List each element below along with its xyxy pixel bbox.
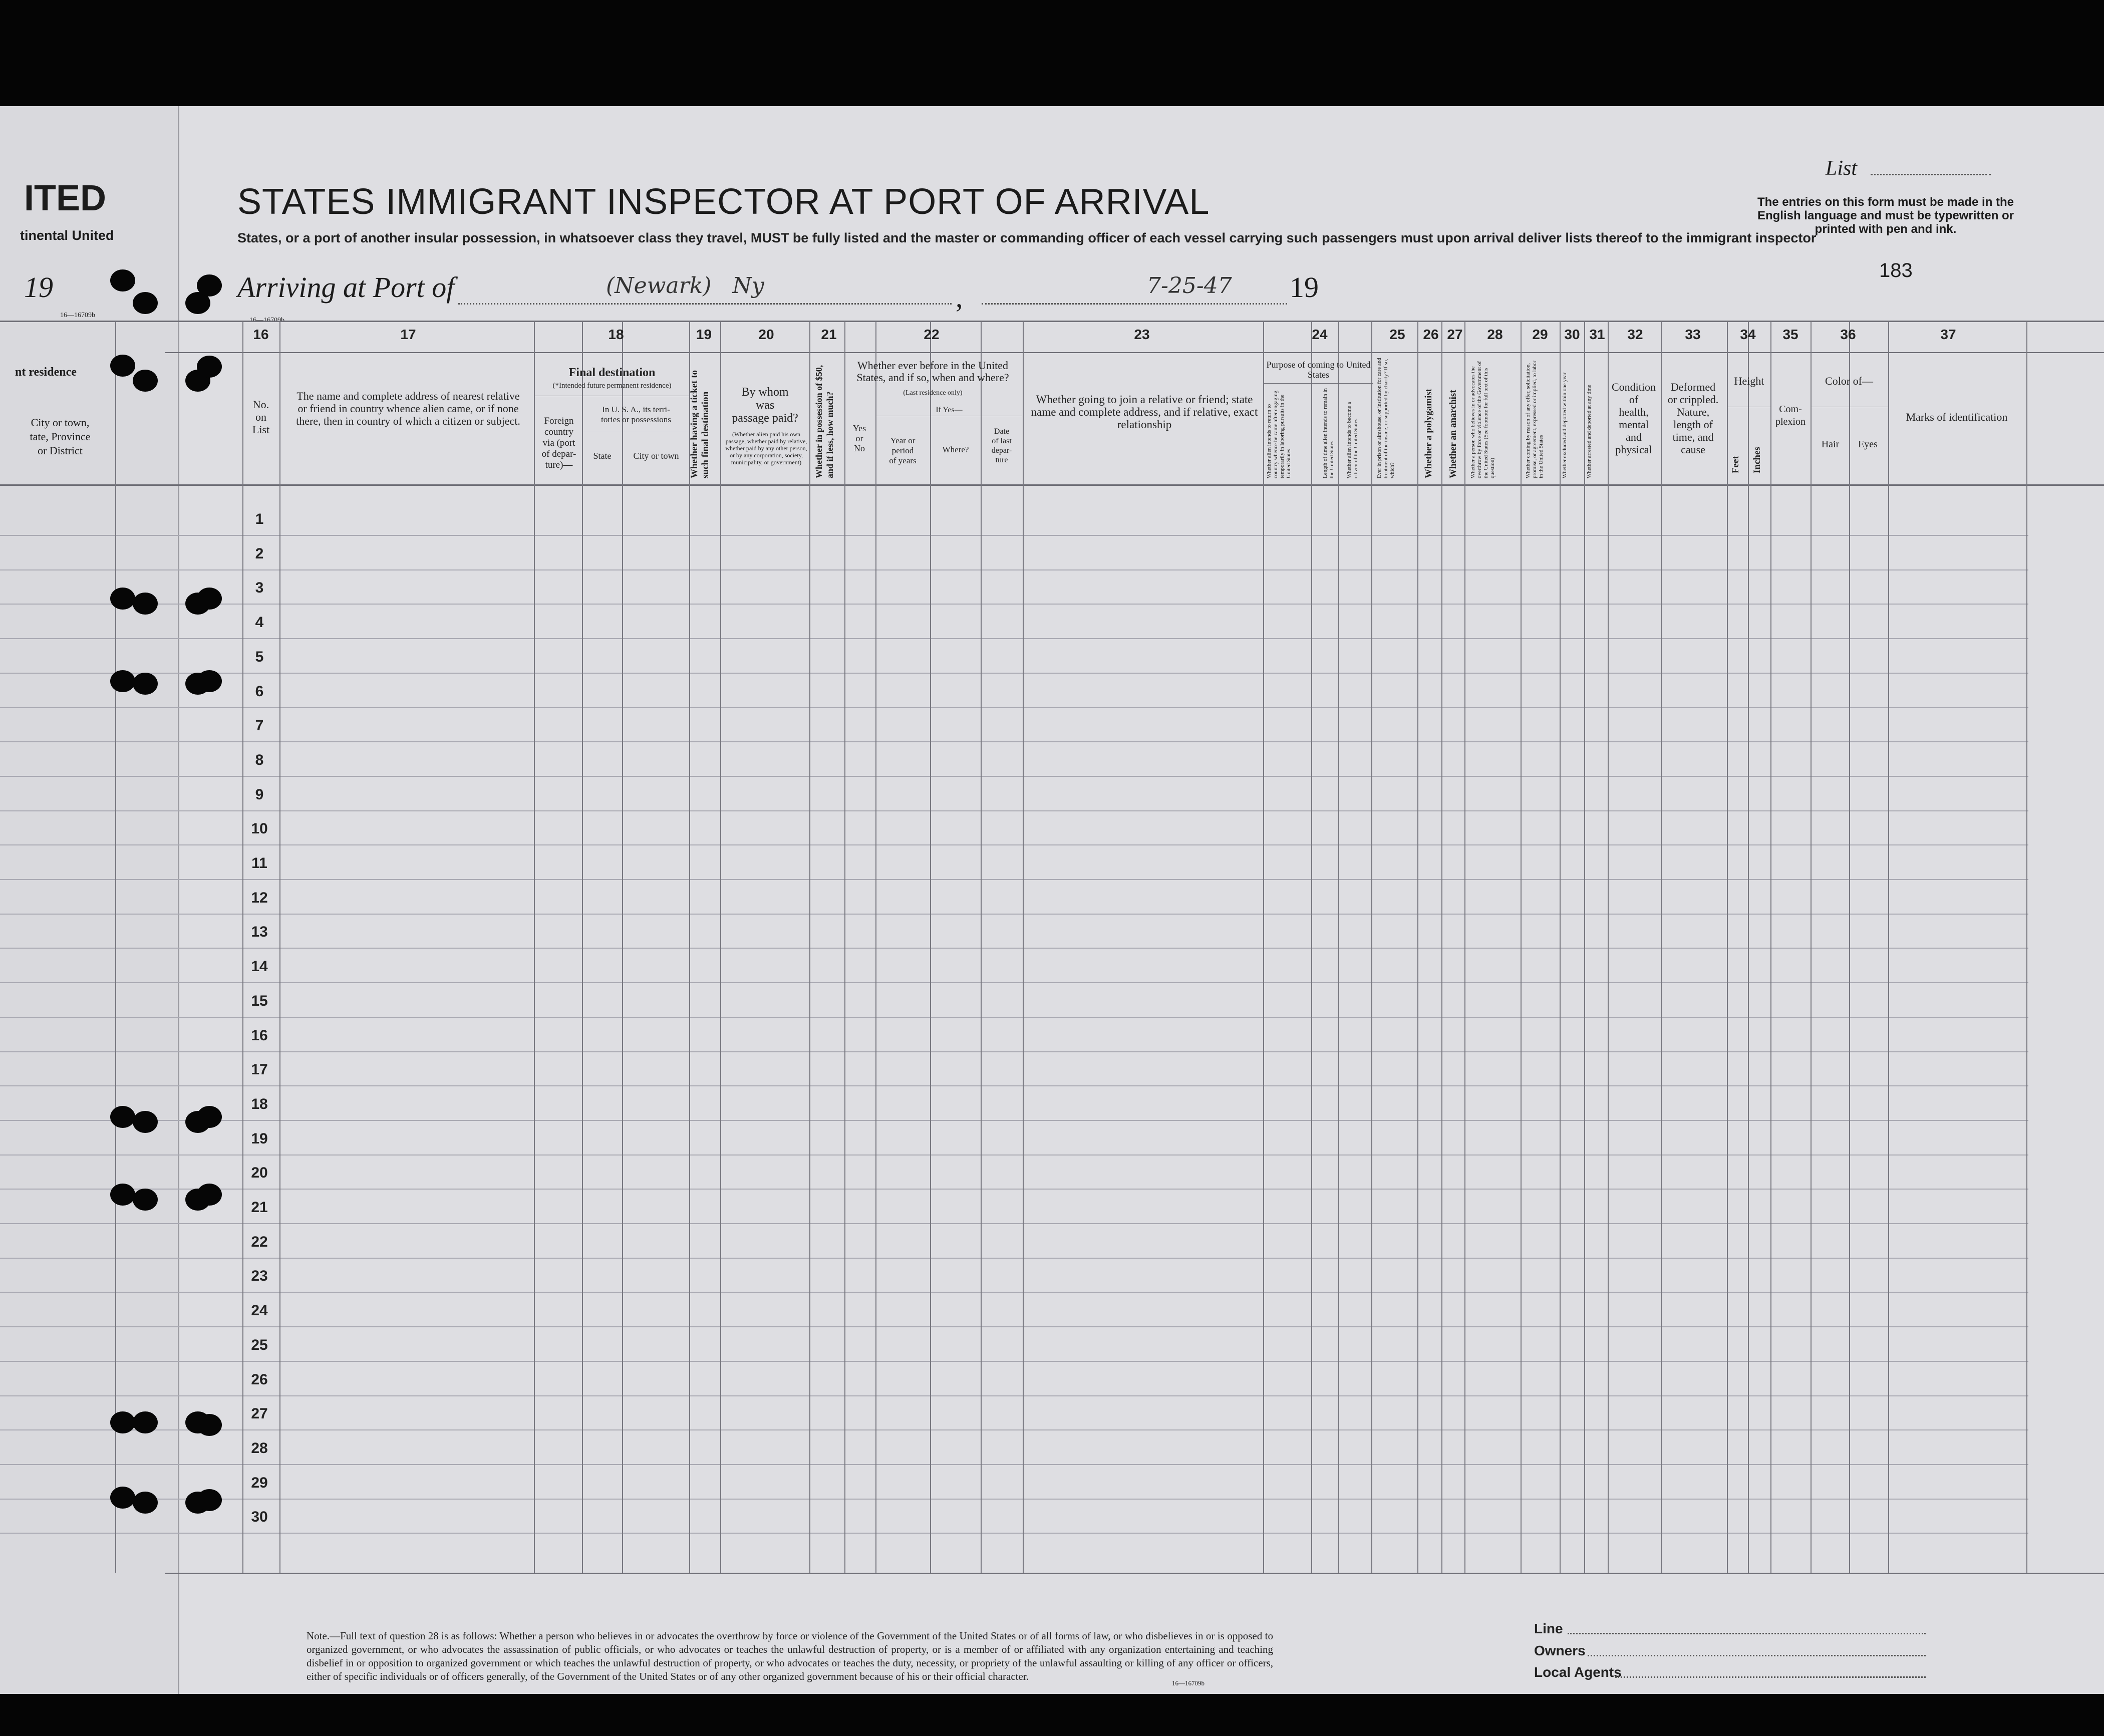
- punch-hole: [110, 269, 135, 292]
- table-row-rule: [165, 879, 2028, 880]
- colnum-35: 35: [1782, 327, 1798, 342]
- flap-row-rule: [0, 1154, 178, 1155]
- punch-hole: [133, 1189, 158, 1211]
- colnum-22: 22: [924, 327, 940, 342]
- header-prison-almshouse: Ever in prison or almshouse, or institution for care and treatment of the insane, or supported by charity? If so, which?: [1376, 358, 1395, 478]
- table-row-rule: [165, 1464, 2028, 1465]
- table-row-rule: [165, 1051, 2028, 1052]
- column-rule: [809, 322, 810, 1573]
- row-number: 15: [251, 992, 268, 1009]
- table-row-rule: [165, 1154, 2028, 1155]
- header-length-of-stay: Length of time alien intends to remain in the United States: [1322, 388, 1335, 478]
- header-overthrow: Whether a person who believes in or advocates the overthrow by force or violence of the Government of the United States (See footnote for full text of this question): [1470, 361, 1495, 478]
- row-number: 12: [251, 889, 268, 906]
- row-number: 4: [255, 614, 264, 631]
- header-state: State: [593, 451, 612, 461]
- table-row-rule: [165, 569, 2028, 570]
- colnum-16: 16: [253, 327, 269, 342]
- owners-label: Owners: [1534, 1643, 1586, 1658]
- row-number: 16: [251, 1027, 268, 1044]
- header-arrested-deported: Whether arrested and deported at any time: [1586, 385, 1592, 478]
- flap-row-rule: [0, 1223, 178, 1224]
- footnote-code: 16—16709b: [1172, 1679, 1205, 1687]
- punch-hole: [133, 1111, 158, 1133]
- table-row-rule: [165, 638, 2028, 639]
- page-title: STATES IMMIGRANT INSPECTOR AT PORT OF ARRIVAL: [237, 182, 1210, 222]
- column-rule: [1417, 322, 1418, 1573]
- flap-row-rule: [0, 535, 178, 536]
- header-in-usa: In U. S. A., its terri- tories or possessions: [601, 405, 671, 424]
- header-year-period: Year or period of years: [889, 436, 917, 465]
- column-rule: [1770, 322, 1771, 1573]
- flap-row-rule: [0, 879, 178, 880]
- form-code-flap: 16—16709b: [60, 312, 95, 319]
- row-number: 24: [251, 1302, 268, 1319]
- column-rule: [1023, 322, 1024, 1573]
- column-rule: [279, 322, 280, 1573]
- punch-hole: [197, 670, 222, 692]
- column-rule: [1584, 322, 1585, 1573]
- column-rule: [1608, 322, 1609, 1573]
- punch-hole: [110, 1184, 135, 1206]
- colnum-34: 34: [1740, 327, 1756, 342]
- table-row-rule: [165, 707, 2028, 708]
- table-row-rule: [165, 1223, 2028, 1224]
- header-city-or-town: City or town: [633, 451, 679, 461]
- footnote: Note.—Full text of question 28 is as follows: Whether a person who believes in or advocates the overthrow by force or violence of the Government of the United States or of all forms of law, or who disbelieves in or is opposed to organized government, or who advocates the assassination of public officials, or who advocates or teaches the unlawful destruction of property, or is a member of or affiliated with any organization entertaining and teaching disbelief in or opposition to organized government or which teaches the unlawful destruction of property, or who advocates or teaches the duty, necessity, or propriety of the unlawful assaulting or killing of any officer or officers, either of specific individuals or of officers generally, of the Government of the United States or of any other organized government because of his or their official character.: [307, 1630, 1273, 1682]
- column-rule: [534, 322, 535, 1573]
- punch-hole: [197, 1414, 222, 1436]
- agents-dotted: [1615, 1675, 1926, 1678]
- flap-row-rule: [0, 638, 178, 639]
- comma-mark: ,: [956, 281, 963, 314]
- row-number: 30: [251, 1509, 268, 1526]
- column-rule: [1263, 322, 1264, 1573]
- column-rule: [1441, 322, 1442, 1573]
- table-row-rule: [165, 1292, 2028, 1293]
- header-complexion: Com- plexion: [1775, 404, 1806, 427]
- header-join-relative: Whether going to join a relative or friend; state name and complete address, and if relative, exact relationship: [1031, 393, 1258, 431]
- flap-row-rule: [0, 707, 178, 708]
- header-eyes: Eyes: [1858, 439, 1878, 450]
- table-row-rule: [165, 535, 2028, 536]
- table-row-rule: [165, 982, 2028, 983]
- punch-hole: [197, 1184, 222, 1206]
- list-dotted-line: [1871, 173, 1991, 175]
- table-row-rule: [165, 914, 2028, 915]
- punch-hole: [110, 588, 135, 610]
- header-feet: Feet: [1730, 456, 1741, 473]
- table-row-rule: [165, 810, 2028, 811]
- list-number: 183: [1879, 259, 1913, 281]
- flap-row-rule: [0, 1051, 178, 1052]
- column-rule: [1748, 322, 1749, 1573]
- table-row-rule: [165, 1258, 2028, 1259]
- header-hair: Hair: [1821, 439, 1840, 450]
- table-row-rule: [165, 776, 2028, 777]
- row-number: 23: [251, 1268, 268, 1285]
- row-number: 7: [255, 717, 264, 734]
- punch-hole: [133, 673, 158, 695]
- punch-hole: [197, 1489, 222, 1511]
- table-row-rule: [165, 1120, 2028, 1121]
- colnum-30: 30: [1564, 327, 1580, 342]
- header-where: Where?: [942, 445, 969, 454]
- row-number: 3: [255, 580, 264, 597]
- header-become-citizen: Whether alien intends to become a citizen of the United States: [1346, 402, 1359, 478]
- header-passage-paid-note: (Whether alien paid his own passage, whether paid by relative, whether paid by any other person, or by any corporation, society, municipality, or government): [725, 431, 807, 466]
- row-number: 2: [255, 545, 264, 562]
- table-row-rule: [165, 1429, 2028, 1430]
- column-rule: [1338, 322, 1339, 1573]
- row-number: 1: [255, 511, 264, 527]
- table-header-bottom: [165, 484, 2104, 486]
- flap-row-rule: [0, 948, 178, 949]
- entries-note: The entries on this form must be made in the English language and must be typewritten or printed with pen and ink.: [1757, 195, 2014, 236]
- port-dotted-line: [458, 302, 952, 305]
- colnum-33: 33: [1685, 327, 1701, 342]
- punch-hole: [133, 370, 158, 392]
- flap-row-rule: [0, 914, 178, 915]
- column-rule: [1849, 322, 1850, 1573]
- table-row-rule: [165, 1189, 2028, 1190]
- row-number: 29: [251, 1474, 268, 1491]
- flap-city-header: City or town, tate, Province or District: [30, 416, 91, 457]
- header-ever-before-us: Whether ever before in the United States, and if so, when and where?: [856, 359, 1009, 384]
- table-row-rule: [165, 844, 2028, 845]
- header-anarchist: Whether an anarchist: [1448, 390, 1458, 478]
- colnum-20: 20: [758, 327, 774, 342]
- flap-subtitle: tinental United: [20, 228, 114, 243]
- punch-hole: [197, 356, 222, 378]
- colnum-24: 24: [1312, 327, 1328, 342]
- table-row-rule: [165, 948, 2028, 949]
- table-row-rule: [165, 673, 2028, 674]
- table-row-rule: [165, 1326, 2028, 1327]
- column-rule: [1811, 322, 1812, 1573]
- column-rule: [2026, 322, 2027, 1573]
- punch-hole: [110, 1487, 135, 1509]
- flap-row-rule: [0, 1395, 178, 1396]
- line-dotted: [1568, 1632, 1926, 1634]
- colnum-37: 37: [1940, 327, 1956, 342]
- flap-year: 19: [24, 271, 53, 304]
- row-number: 8: [255, 751, 264, 768]
- header-ever-before-note: (Last residence only): [903, 389, 963, 397]
- flap-row-rule: [0, 1533, 178, 1534]
- header-polygamist: Whether a polygamist: [1423, 388, 1434, 478]
- column-rule: [930, 322, 931, 1573]
- year-prefix: 19: [1290, 271, 1319, 304]
- row-number: 11: [251, 855, 267, 872]
- flap-row-rule: [0, 569, 178, 570]
- flap-row-rule: [0, 1292, 178, 1293]
- port-handwritten: (Newark) Ny: [606, 273, 764, 299]
- header-if-yes: If Yes—: [936, 406, 963, 414]
- flap-row-rule: [0, 673, 178, 674]
- purpose-divider: [1264, 383, 1373, 384]
- flap-row-rule: [0, 1017, 178, 1018]
- header-foreign-country: Foreign country via (port of depar- ture)—: [541, 416, 576, 470]
- column-rule: [1311, 322, 1312, 1573]
- column-rule: [720, 322, 721, 1573]
- flap-row-rule: [0, 1258, 178, 1259]
- punch-hole: [133, 1492, 158, 1514]
- line-label: Line: [1534, 1621, 1563, 1636]
- row-number: 26: [251, 1371, 268, 1388]
- header-excluded-deported: Whether excluded and deported within one year: [1562, 372, 1568, 478]
- flap-title: ITED: [24, 178, 107, 218]
- punch-hole: [133, 292, 158, 314]
- flap-row-rule: [0, 776, 178, 777]
- punch-hole: [110, 1411, 135, 1433]
- flap-row-rule: [0, 1361, 178, 1362]
- table-row-rule: [165, 1533, 2028, 1534]
- form-page: [165, 106, 2104, 1694]
- colnum-25: 25: [1389, 327, 1405, 342]
- column-rule: [622, 322, 623, 1573]
- table-row-rule: [165, 1395, 2028, 1396]
- row-number: 17: [251, 1061, 268, 1078]
- header-offer-solicitation: Whether coming by reason of any offer, solicitation, promise, or agreement, expressed or implied, to labor in the United States: [1525, 360, 1544, 478]
- column-rule: [1661, 322, 1662, 1573]
- colnum-29: 29: [1532, 327, 1548, 342]
- flap-header-bottom: [0, 484, 178, 486]
- punch-hole: [197, 588, 222, 610]
- colnum-19: 19: [696, 327, 712, 342]
- punch-hole: [133, 593, 158, 615]
- header-nearest-relative: The name and complete address of nearest relative or friend in country whence alien came, or if none there, then in country of which a citizen or subject.: [296, 390, 520, 427]
- colnum-28: 28: [1487, 327, 1503, 342]
- table-bottom-border: [165, 1573, 2104, 1574]
- column-rule: [875, 322, 876, 1573]
- punch-hole: [110, 670, 135, 692]
- local-agents-label: Local Agents: [1534, 1664, 1622, 1680]
- colnum-31: 31: [1589, 327, 1605, 342]
- flap-row-rule: [0, 844, 178, 845]
- column-rule: [1888, 322, 1889, 1573]
- flap-row-rule: [0, 982, 178, 983]
- row-number: 20: [251, 1165, 268, 1182]
- row-number: 27: [251, 1405, 268, 1422]
- colnum-32: 32: [1627, 327, 1643, 342]
- header-ticket: Whether having a ticket to such final destination: [689, 370, 711, 478]
- header-final-destination: Final destination: [568, 366, 656, 379]
- flap-residence-header: nt residence: [15, 366, 77, 379]
- header-no-on-list: No. on List: [252, 398, 270, 436]
- table-row-rule: [165, 1361, 2028, 1362]
- column-rule: [689, 322, 690, 1573]
- page-subtitle: States, or a port of another insular possession, in whatsoever class they travel, MUST be fully listed and the master or commanding officer of each vessel carrying such passengers must upon arrival deliver lists thereof to the immigrant inspector: [237, 230, 1817, 245]
- row-number: 9: [255, 786, 264, 803]
- table-top-border: [165, 321, 2104, 322]
- row-number: 6: [255, 683, 264, 700]
- colnum-23: 23: [1134, 327, 1150, 342]
- punch-hole: [133, 1411, 158, 1433]
- row-number: 21: [251, 1199, 268, 1216]
- header-marks-identification: Marks of identification: [1906, 411, 2008, 423]
- column-rule: [981, 322, 982, 1573]
- colnum-21: 21: [821, 327, 837, 342]
- header-deformed: Deformed or crippled. Nature, length of time, and cause: [1667, 381, 1719, 456]
- arriving-label: Arriving at Port of: [237, 271, 455, 304]
- header-fifty-dollars: Whether in possession of $50, and if less, how much?: [814, 365, 835, 478]
- flap-row-rule: [0, 810, 178, 811]
- owners-dotted: [1588, 1654, 1926, 1656]
- header-final-destination-note: (*Intended future permanent residence): [552, 382, 672, 390]
- header-date-last-departure: Date of last depar- ture: [991, 427, 1012, 464]
- colnum-36: 36: [1840, 327, 1856, 342]
- header-height: Height: [1734, 375, 1764, 387]
- header-yes-or-no: Yes or No: [852, 423, 866, 453]
- column-rule: [1560, 322, 1561, 1573]
- column-rule: [1727, 322, 1728, 1573]
- punch-hole: [110, 1106, 135, 1128]
- list-label: List: [1826, 157, 1858, 180]
- flap-column-rule: [115, 322, 116, 1573]
- header-color-of: Color of—: [1825, 375, 1873, 387]
- punch-hole: [110, 355, 135, 377]
- header-purpose: Purpose of coming to United States: [1266, 360, 1371, 380]
- column-rule: [1464, 322, 1465, 1573]
- row-number: 28: [251, 1439, 268, 1457]
- colnum-18: 18: [608, 327, 624, 342]
- row-number: 13: [251, 924, 268, 941]
- colnum-17: 17: [400, 327, 416, 342]
- flap-row-rule: [0, 741, 178, 742]
- row-number: 18: [251, 1095, 268, 1112]
- row-number: 19: [251, 1130, 268, 1147]
- flap-row-rule: [0, 1326, 178, 1327]
- column-rule: [1371, 322, 1372, 1573]
- header-intends-return: Whether alien intends to return to country whence he came after engaging temporarily in laboring pursuits in the United States: [1266, 391, 1292, 478]
- header-health: Condition of health, mental and physical: [1611, 381, 1656, 456]
- table-row-rule: [165, 604, 2028, 605]
- table-header-divider: [165, 352, 2104, 353]
- row-number: 14: [251, 958, 268, 975]
- punch-hole: [197, 274, 222, 297]
- header-inches: Inches: [1752, 447, 1762, 473]
- flap-row-rule: [0, 1464, 178, 1465]
- column-rule: [1521, 322, 1522, 1573]
- row-number: 25: [251, 1336, 268, 1353]
- date-handwritten: 7-25-47: [1147, 273, 1232, 299]
- table-row-rule: [165, 1499, 2028, 1500]
- flap-header-top: [0, 321, 178, 322]
- colnum-27: 27: [1447, 327, 1463, 342]
- table-row-rule: [165, 741, 2028, 742]
- column-rule: [844, 322, 845, 1573]
- punch-hole: [197, 1106, 222, 1128]
- date-dotted-line: [982, 302, 1287, 305]
- table-row-rule: [165, 1017, 2028, 1018]
- row-number: 10: [251, 820, 268, 837]
- header-passage-paid: By whom was passage paid?: [732, 386, 798, 425]
- left-page-flap: [0, 106, 179, 1694]
- row-number: 5: [255, 648, 264, 665]
- table-row-rule: [165, 1085, 2028, 1086]
- column-rule: [582, 322, 583, 1573]
- colnum-26: 26: [1423, 327, 1439, 342]
- flap-row-rule: [0, 1085, 178, 1086]
- row-number: 22: [251, 1233, 268, 1250]
